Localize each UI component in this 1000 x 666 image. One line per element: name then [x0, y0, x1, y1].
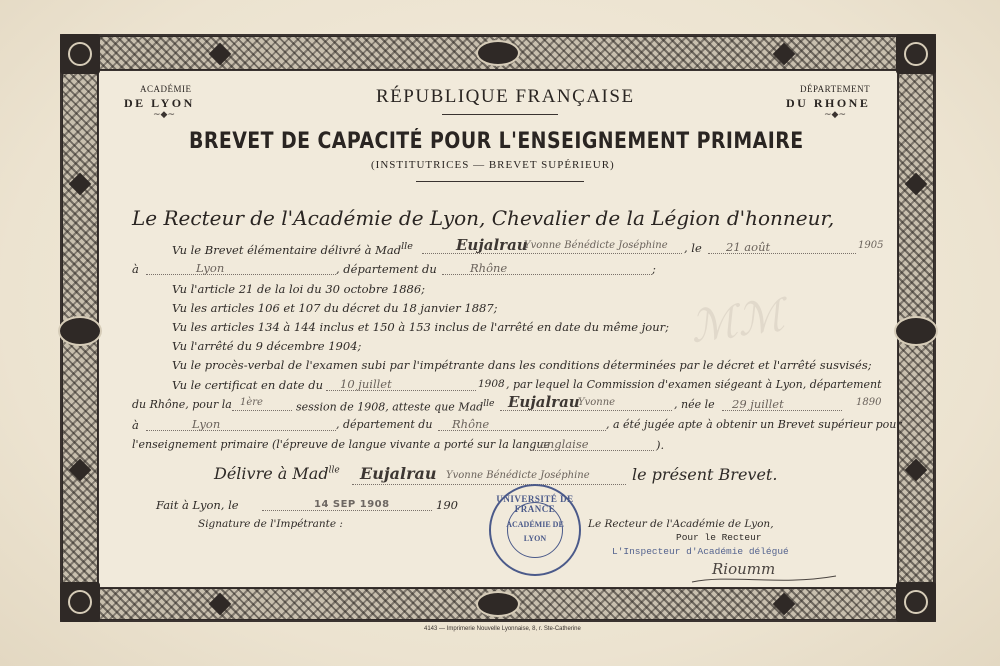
- seal-middle-text: ACADÉMIE DE: [506, 520, 564, 529]
- corner-ornament-top-right: [896, 34, 936, 74]
- superscript: lle: [401, 241, 413, 252]
- divider: [416, 181, 584, 182]
- republique-heading: RÉPUBLIQUE FRANÇAISE: [376, 86, 635, 107]
- text: à: [132, 418, 139, 432]
- birth-year: 1890: [856, 397, 882, 408]
- text: , née le: [674, 398, 715, 411]
- signature-flourish: [690, 570, 840, 586]
- academie-name: DE LYON: [124, 96, 195, 110]
- fill-line: [232, 410, 292, 411]
- center-medallion-bottom: [476, 591, 520, 617]
- certificate-date: 10 juillet: [340, 377, 392, 391]
- certificate-subtitle: (INSTITUTRICES — BREVET SUPÉRIEUR): [371, 159, 615, 171]
- side-medallion-right: [894, 316, 938, 346]
- seal-bottom-text: LYON: [523, 534, 547, 543]
- flourish: ~◆~: [824, 110, 847, 120]
- birth-department: Rhône: [452, 417, 490, 431]
- elementary-department: Rhône: [470, 261, 508, 275]
- text: , département du: [336, 262, 437, 276]
- certificate-year: 1908: [478, 378, 505, 390]
- candidate-given-names: Yvonne Bénédicte Joséphine: [524, 240, 668, 251]
- departement-name: DU RHONE: [786, 96, 871, 110]
- text: ).: [656, 438, 665, 452]
- superscript: lle: [328, 465, 340, 476]
- fill-line: [146, 274, 336, 275]
- text: l'enseignement primaire (l'épreuve de langue vivante a porté sur la langue: [132, 438, 551, 451]
- pour-le-recteur: Pour le Recteur: [676, 532, 762, 543]
- academie-label: ACADÉMIE: [140, 84, 192, 94]
- birth-city: Lyon: [192, 417, 221, 431]
- year-suffix: 190: [436, 498, 458, 512]
- corner-ornament-top-left: [60, 34, 100, 74]
- session-number: 1ère: [240, 397, 263, 408]
- center-medallion-top: [476, 40, 520, 66]
- delivre-suffix: le présent Brevet.: [632, 465, 778, 484]
- inspecteur-delegue: L'Inspecteur d'Académie délégué: [612, 546, 789, 557]
- birth-date: 29 juillet: [732, 397, 784, 411]
- recteur-signature-line: Le Recteur de l'Académie de Lyon,: [588, 518, 774, 530]
- text: Vu le Brevet élémentaire délivré à Mad: [172, 242, 402, 257]
- text: , a été jugée apte à obtenir un Brevet supérieur pour: [606, 418, 902, 431]
- recteur-heading: Le Recteur de l'Académie de Lyon, Chevalier de la Légion d'honneur,: [132, 206, 835, 230]
- line-article-21: Vu l'article 21 de la loi du 30 octobre 1886;: [172, 282, 426, 296]
- candidate-given-name-2: Yvonne: [578, 397, 616, 408]
- line-arrete-1904: Vu l'arrêté du 9 décembre 1904;: [172, 339, 362, 353]
- fill-line: [146, 430, 336, 431]
- text: Vu le certificat en date du: [172, 378, 323, 392]
- candidate-surname: Eujalrau: [456, 236, 528, 254]
- text: ;: [652, 262, 656, 276]
- line-brevet-elementaire: [172, 241, 413, 257]
- text: du Rhône, pour la: [132, 398, 232, 411]
- candidate-given-names-3: Yvonne Bénédicte Joséphine: [446, 470, 590, 481]
- candidate-surname-3: Eujalrau: [360, 464, 437, 483]
- text: session de 1908, atteste que Mad: [296, 400, 484, 414]
- fait-a-lyon: Fait à Lyon, le: [156, 498, 239, 512]
- superscript: lle: [483, 398, 495, 409]
- elementary-city: Lyon: [196, 261, 225, 275]
- candidate-surname-2: Eujalrau: [508, 393, 580, 411]
- language-tested: anglaise: [540, 437, 589, 451]
- date-stamp: 14 SEP 1908: [314, 499, 390, 510]
- text: , le: [684, 241, 702, 255]
- flourish: ~◆~: [153, 110, 176, 120]
- line-proces-verbal: Vu le procès-verbal de l'examen subi par l'impétrante dans les conditions déterminées par le décret et l'arrêté susvisés;: [172, 358, 872, 372]
- divider: [442, 114, 558, 115]
- fill-line: [352, 484, 626, 485]
- corner-ornament-bottom-right: [896, 582, 936, 622]
- university-seal: [489, 484, 581, 576]
- printer-imprint: 4143 — Imprimerie Nouvelle Lyonnaise, 8, r. Ste-Catherine: [424, 626, 581, 632]
- line-articles-106-107: Vu les articles 106 et 107 du décret du 18 janvier 1887;: [172, 301, 498, 315]
- departement-label: DÉPARTEMENT: [800, 84, 871, 94]
- delivre-prefix: [214, 464, 340, 483]
- corner-ornament-bottom-left: [60, 582, 100, 622]
- seal-top-text: UNIVERSITÉ DE FRANCE: [496, 494, 574, 514]
- side-medallion-left: [58, 316, 102, 346]
- fill-line: [262, 510, 432, 511]
- certificate-title: BREVET DE CAPACITÉ POUR L'ENSEIGNEMENT PRIMAIRE: [189, 129, 804, 154]
- elementary-year: 1905: [858, 240, 884, 251]
- text: , par lequel la Commission d'examen siégeant à Lyon, département: [506, 378, 882, 391]
- signature-label: Signature de l'Impétrante :: [198, 518, 343, 530]
- faint-background-mark: ℳℳ: [686, 289, 788, 354]
- text: à: [132, 262, 139, 276]
- text: , département du: [336, 418, 433, 431]
- text: Délivre à Mad: [214, 464, 329, 483]
- text: [296, 398, 494, 414]
- inspecteur-signature: Rioumm: [712, 560, 776, 578]
- elementary-date: 21 août: [726, 240, 771, 254]
- line-articles-134-144: Vu les articles 134 à 144 inclus et 150 à 153 inclus de l'arrêté en date du même jour;: [172, 320, 670, 334]
